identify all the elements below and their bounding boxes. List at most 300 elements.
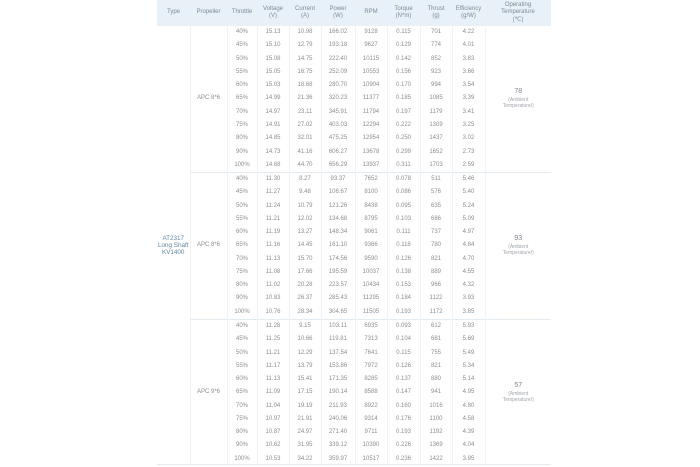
- efficiency-cell: 5.34: [452, 360, 485, 373]
- rpm-cell: 9314: [355, 413, 387, 426]
- rpm-cell: 8795: [355, 213, 387, 226]
- current-cell: 12.02: [289, 213, 321, 226]
- rpm-cell: 12294: [355, 119, 387, 132]
- header-type: [157, 0, 190, 26]
- table-row: [157, 26, 551, 39]
- propeller-cell: APC 8*6: [190, 172, 227, 319]
- voltage-cell: 10.97: [257, 413, 289, 426]
- power-cell: 304.65: [321, 306, 355, 320]
- throttle-cell: 90%: [227, 292, 257, 305]
- voltage-cell: 15.05: [257, 66, 289, 79]
- current-cell: 31.95: [289, 439, 321, 452]
- motor-test-data-table: [157, 0, 551, 466]
- torque-cell: 0.142: [387, 53, 420, 66]
- table-row: [157, 319, 551, 333]
- throttle-cell: 60%: [227, 373, 257, 386]
- thrust-cell: 1085: [420, 92, 452, 105]
- current-cell: 14.45: [289, 239, 321, 252]
- efficiency-cell: 4.84: [452, 239, 485, 252]
- torque-cell: 0.086: [387, 186, 420, 199]
- header-temperature: [485, 0, 551, 26]
- current-cell: 13.27: [289, 226, 321, 239]
- rpm-cell: 10517: [355, 453, 387, 466]
- temperature-cell: [485, 319, 551, 465]
- torque-cell: 0.093: [387, 319, 420, 333]
- table-bottom-border: [157, 464, 551, 465]
- rpm-cell: 8100: [355, 186, 387, 199]
- power-cell: 285.43: [321, 292, 355, 305]
- thrust-cell: 923: [420, 66, 452, 79]
- power-cell: 359.97: [321, 453, 355, 466]
- current-cell: 26.37: [289, 292, 321, 305]
- power-cell: 475.25: [321, 132, 355, 145]
- power-cell: 134.68: [321, 213, 355, 226]
- current-cell: 32.01: [289, 132, 321, 145]
- torque-cell: 0.126: [387, 253, 420, 266]
- thrust-cell: 686: [420, 213, 452, 226]
- header-propeller-label: Propeller: [196, 9, 221, 16]
- rpm-cell: 7652: [355, 172, 387, 186]
- thrust-cell: 1437: [420, 132, 452, 145]
- temperature-note: (Ambient: [508, 97, 529, 104]
- header-rpm-label: RPM: [364, 9, 378, 16]
- efficiency-cell: 4.22: [452, 26, 485, 39]
- efficiency-cell: 4.58: [452, 413, 485, 426]
- voltage-cell: 14.68: [257, 159, 289, 173]
- torque-cell: 0.156: [387, 66, 420, 79]
- header-power: [321, 0, 355, 26]
- voltage-cell: 11.19: [257, 226, 289, 239]
- thrust-cell: 1192: [420, 426, 452, 439]
- voltage-cell: 11.25: [257, 333, 289, 346]
- torque-cell: 0.126: [387, 360, 420, 373]
- efficiency-cell: 3.93: [452, 292, 485, 305]
- throttle-cell: 55%: [227, 360, 257, 373]
- torque-cell: 0.160: [387, 399, 420, 412]
- current-cell: 19.19: [289, 399, 321, 412]
- current-cell: 8.27: [289, 172, 321, 186]
- throttle-cell: 65%: [227, 386, 257, 399]
- thrust-cell: 1122: [420, 292, 452, 305]
- header-thrust-label: Thrust: [427, 5, 445, 12]
- throttle-cell: 100%: [227, 159, 257, 173]
- torque-cell: 0.147: [387, 386, 420, 399]
- rpm-cell: 8285: [355, 373, 387, 386]
- power-cell: 280.70: [321, 79, 355, 92]
- thrust-cell: 1652: [420, 145, 452, 158]
- torque-cell: 0.115: [387, 26, 420, 39]
- torque-cell: 0.193: [387, 306, 420, 320]
- current-cell: 10.98: [289, 26, 321, 39]
- efficiency-cell: 4.01: [452, 39, 485, 52]
- rpm-cell: 9128: [355, 26, 387, 39]
- throttle-cell: 40%: [227, 319, 257, 333]
- power-cell: 271.40: [321, 426, 355, 439]
- power-cell: 606.27: [321, 145, 355, 158]
- torque-cell: 0.185: [387, 92, 420, 105]
- voltage-cell: 14.73: [257, 145, 289, 158]
- temperature-note: (Ambient: [508, 244, 529, 251]
- efficiency-cell: 5.14: [452, 373, 485, 386]
- torque-cell: 0.311: [387, 159, 420, 173]
- motor-type-cell: [157, 26, 190, 466]
- power-cell: 320.23: [321, 92, 355, 105]
- rpm-cell: 9590: [355, 253, 387, 266]
- voltage-cell: 14.99: [257, 92, 289, 105]
- rpm-cell: 7313: [355, 333, 387, 346]
- temperature-note: Temperature/): [502, 397, 534, 404]
- voltage-cell: 11.04: [257, 399, 289, 412]
- current-cell: 34.22: [289, 453, 321, 466]
- rpm-cell: 10553: [355, 66, 387, 79]
- rpm-cell: 11377: [355, 92, 387, 105]
- current-cell: 44.70: [289, 159, 321, 173]
- temperature-note: Temperature/): [502, 103, 534, 110]
- thrust-cell: 1422: [420, 453, 452, 466]
- thrust-cell: 755: [420, 346, 452, 359]
- throttle-cell: 45%: [227, 333, 257, 346]
- thrust-cell: 1016: [420, 399, 452, 412]
- header-propeller: [190, 0, 227, 26]
- rpm-cell: 6935: [355, 319, 387, 333]
- current-cell: 28.34: [289, 306, 321, 320]
- temperature-cell: [485, 26, 551, 172]
- current-cell: 10.79: [289, 199, 321, 212]
- voltage-cell: 14.85: [257, 132, 289, 145]
- thrust-cell: 1703: [420, 159, 452, 173]
- header-power-unit: (W): [333, 13, 343, 19]
- header-torque: [387, 0, 420, 26]
- efficiency-cell: 3.25: [452, 119, 485, 132]
- current-cell: 18.68: [289, 79, 321, 92]
- header-current-unit: (A): [301, 13, 309, 19]
- current-cell: 21.91: [289, 413, 321, 426]
- torque-cell: 0.226: [387, 439, 420, 452]
- torque-cell: 0.176: [387, 413, 420, 426]
- power-cell: 171.35: [321, 373, 355, 386]
- torque-cell: 0.104: [387, 333, 420, 346]
- power-cell: 148.34: [321, 226, 355, 239]
- voltage-cell: 11.13: [257, 373, 289, 386]
- rpm-cell: 9061: [355, 226, 387, 239]
- power-cell: 656.29: [321, 159, 355, 173]
- rpm-cell: 13678: [355, 145, 387, 158]
- voltage-cell: 15.10: [257, 39, 289, 52]
- current-cell: 27.02: [289, 119, 321, 132]
- thrust-cell: 511: [420, 172, 452, 186]
- torque-cell: 0.236: [387, 453, 420, 466]
- thrust-cell: 576: [420, 186, 452, 199]
- header-efficiency-unit: (g/W): [461, 13, 476, 19]
- rpm-cell: 11505: [355, 306, 387, 320]
- voltage-cell: 11.13: [257, 253, 289, 266]
- throttle-cell: 100%: [227, 306, 257, 320]
- rpm-cell: 10390: [355, 439, 387, 452]
- throttle-cell: 70%: [227, 399, 257, 412]
- throttle-cell: 70%: [227, 106, 257, 119]
- throttle-cell: 55%: [227, 213, 257, 226]
- throttle-cell: 80%: [227, 279, 257, 292]
- throttle-cell: 90%: [227, 439, 257, 452]
- thrust-cell: 941: [420, 386, 452, 399]
- torque-cell: 0.078: [387, 172, 420, 186]
- thrust-cell: 1100: [420, 413, 452, 426]
- torque-cell: 0.170: [387, 79, 420, 92]
- header-temperature-label: Operating: [504, 1, 532, 8]
- efficiency-cell: 5.09: [452, 213, 485, 226]
- temperature-value: 93: [514, 235, 523, 243]
- header-throttle: [227, 0, 257, 26]
- torque-cell: 0.137: [387, 373, 420, 386]
- voltage-cell: 11.09: [257, 386, 289, 399]
- rpm-cell: 7972: [355, 360, 387, 373]
- power-cell: 166.02: [321, 26, 355, 39]
- temperature-note: (Ambient: [508, 391, 529, 398]
- efficiency-cell: 3.66: [452, 66, 485, 79]
- rpm-cell: 7641: [355, 346, 387, 359]
- voltage-cell: 11.30: [257, 172, 289, 186]
- header-voltage-unit: (V): [269, 13, 277, 19]
- current-cell: 17.15: [289, 386, 321, 399]
- header-voltage-label: Voltage: [262, 5, 284, 12]
- motor-type-line: KV1400: [162, 249, 185, 257]
- rpm-cell: 10037: [355, 266, 387, 279]
- temperature-value: 57: [514, 382, 523, 390]
- voltage-cell: 14.91: [257, 119, 289, 132]
- efficiency-cell: 5.69: [452, 333, 485, 346]
- efficiency-cell: 4.04: [452, 439, 485, 452]
- efficiency-cell: 4.97: [452, 226, 485, 239]
- header-rpm: [355, 0, 387, 26]
- power-cell: 403.03: [321, 119, 355, 132]
- current-cell: 12.79: [289, 39, 321, 52]
- efficiency-cell: 3.54: [452, 79, 485, 92]
- thrust-cell: 701: [420, 26, 452, 39]
- torque-cell: 0.118: [387, 239, 420, 252]
- throttle-cell: 50%: [227, 199, 257, 212]
- power-cell: 195.59: [321, 266, 355, 279]
- rpm-cell: 12954: [355, 132, 387, 145]
- motor-type-line: AT2317: [162, 235, 185, 243]
- power-cell: 339.12: [321, 439, 355, 452]
- current-cell: 17.66: [289, 266, 321, 279]
- voltage-cell: 10.83: [257, 292, 289, 305]
- efficiency-cell: 5.46: [452, 172, 485, 186]
- current-cell: 9.48: [289, 186, 321, 199]
- torque-cell: 0.250: [387, 132, 420, 145]
- thrust-cell: 994: [420, 79, 452, 92]
- throttle-cell: 80%: [227, 426, 257, 439]
- torque-cell: 0.222: [387, 119, 420, 132]
- throttle-cell: 50%: [227, 53, 257, 66]
- motor-type-line: Long Shaft: [158, 242, 189, 250]
- torque-cell: 0.197: [387, 106, 420, 119]
- power-cell: 121.26: [321, 199, 355, 212]
- torque-cell: 0.193: [387, 426, 420, 439]
- table-header-row: [157, 0, 551, 26]
- throttle-cell: 70%: [227, 253, 257, 266]
- torque-cell: 0.129: [387, 39, 420, 52]
- power-cell: 240.06: [321, 413, 355, 426]
- propeller-cell: APC 9*6: [190, 319, 227, 465]
- current-cell: 14.75: [289, 53, 321, 66]
- current-cell: 24.97: [289, 426, 321, 439]
- power-cell: 93.37: [321, 172, 355, 186]
- voltage-cell: 11.24: [257, 199, 289, 212]
- thrust-cell: 880: [420, 373, 452, 386]
- throttle-cell: 65%: [227, 92, 257, 105]
- power-cell: 153.86: [321, 360, 355, 373]
- efficiency-cell: 4.39: [452, 426, 485, 439]
- torque-cell: 0.299: [387, 145, 420, 158]
- current-cell: 12.29: [289, 346, 321, 359]
- rpm-cell: 8588: [355, 386, 387, 399]
- header-temperature-unit: (℃): [512, 16, 524, 23]
- voltage-cell: 10.87: [257, 426, 289, 439]
- rpm-cell: 9711: [355, 426, 387, 439]
- thrust-cell: 635: [420, 199, 452, 212]
- efficiency-cell: 2.59: [452, 159, 485, 173]
- current-cell: 15.70: [289, 253, 321, 266]
- voltage-cell: 15.08: [257, 53, 289, 66]
- torque-cell: 0.153: [387, 279, 420, 292]
- header-throttle-label: Throttle: [231, 9, 253, 16]
- header-temperature-label-2: Temperature: [501, 9, 535, 16]
- throttle-cell: 90%: [227, 145, 257, 158]
- thrust-cell: 966: [420, 279, 452, 292]
- rpm-cell: 10904: [355, 79, 387, 92]
- throttle-cell: 80%: [227, 132, 257, 145]
- thrust-cell: 1179: [420, 106, 452, 119]
- torque-cell: 0.115: [387, 346, 420, 359]
- voltage-cell: 10.62: [257, 439, 289, 452]
- efficiency-cell: 4.32: [452, 279, 485, 292]
- efficiency-cell: 2.73: [452, 145, 485, 158]
- header-thrust-unit: (g): [432, 13, 440, 19]
- efficiency-cell: 3.39: [452, 92, 485, 105]
- voltage-cell: 11.16: [257, 239, 289, 252]
- temperature-cell: [485, 172, 551, 319]
- efficiency-cell: 3.41: [452, 106, 485, 119]
- efficiency-cell: 5.93: [452, 319, 485, 333]
- throttle-cell: 75%: [227, 119, 257, 132]
- efficiency-cell: 4.55: [452, 266, 485, 279]
- power-cell: 252.09: [321, 66, 355, 79]
- thrust-cell: 821: [420, 360, 452, 373]
- header-torque-label: Torque: [394, 5, 413, 12]
- rpm-cell: 10434: [355, 279, 387, 292]
- efficiency-cell: 5.24: [452, 199, 485, 212]
- power-cell: 137.54: [321, 346, 355, 359]
- thrust-cell: 1309: [420, 119, 452, 132]
- power-cell: 161.10: [321, 239, 355, 252]
- rpm-cell: 9627: [355, 39, 387, 52]
- current-cell: 15.41: [289, 373, 321, 386]
- current-cell: 41.16: [289, 145, 321, 158]
- table-row: [157, 172, 551, 186]
- voltage-cell: 11.28: [257, 319, 289, 333]
- throttle-cell: 100%: [227, 453, 257, 466]
- thrust-cell: 737: [420, 226, 452, 239]
- efficiency-cell: 4.70: [452, 253, 485, 266]
- voltage-cell: 10.53: [257, 453, 289, 466]
- temperature-value: 78: [514, 88, 523, 96]
- header-voltage: [257, 0, 289, 26]
- voltage-cell: 11.08: [257, 266, 289, 279]
- throttle-cell: 55%: [227, 66, 257, 79]
- header-type-label: Type: [166, 9, 180, 16]
- voltage-cell: 11.02: [257, 279, 289, 292]
- current-cell: 21.36: [289, 92, 321, 105]
- power-cell: 193.18: [321, 39, 355, 52]
- thrust-cell: 780: [420, 239, 452, 252]
- header-current-label: Current: [294, 5, 315, 12]
- power-cell: 106.67: [321, 186, 355, 199]
- efficiency-cell: 3.83: [452, 53, 485, 66]
- power-cell: 103.11: [321, 319, 355, 333]
- thrust-cell: 1172: [420, 306, 452, 320]
- throttle-cell: 50%: [227, 346, 257, 359]
- torque-cell: 0.111: [387, 226, 420, 239]
- voltage-cell: 11.21: [257, 346, 289, 359]
- voltage-cell: 15.13: [257, 26, 289, 39]
- header-efficiency-label: Efficiency: [455, 5, 482, 12]
- thrust-cell: 612: [420, 319, 452, 333]
- voltage-cell: 11.17: [257, 360, 289, 373]
- voltage-cell: 15.03: [257, 79, 289, 92]
- power-cell: 211.93: [321, 399, 355, 412]
- thrust-cell: 681: [420, 333, 452, 346]
- current-cell: 9.15: [289, 319, 321, 333]
- efficiency-cell: 3.85: [452, 306, 485, 320]
- rpm-cell: 9366: [355, 239, 387, 252]
- throttle-cell: 40%: [227, 172, 257, 186]
- header-current: [289, 0, 321, 26]
- temperature-note: Temperature/): [502, 250, 534, 257]
- throttle-cell: 60%: [227, 226, 257, 239]
- rpm-cell: 8438: [355, 199, 387, 212]
- throttle-cell: 75%: [227, 413, 257, 426]
- efficiency-cell: 4.80: [452, 399, 485, 412]
- throttle-cell: 40%: [227, 26, 257, 39]
- header-thrust: [420, 0, 452, 26]
- efficiency-cell: 4.95: [452, 386, 485, 399]
- current-cell: 13.79: [289, 360, 321, 373]
- efficiency-cell: 5.49: [452, 346, 485, 359]
- thrust-cell: 774: [420, 39, 452, 52]
- torque-cell: 0.184: [387, 292, 420, 305]
- thrust-cell: 821: [420, 253, 452, 266]
- power-cell: 222.40: [321, 53, 355, 66]
- rpm-cell: 11295: [355, 292, 387, 305]
- header-efficiency: [452, 0, 485, 26]
- rpm-cell: 13937: [355, 159, 387, 173]
- current-cell: 20.28: [289, 279, 321, 292]
- power-cell: 119.81: [321, 333, 355, 346]
- table-body: [157, 26, 551, 466]
- rpm-cell: 8922: [355, 399, 387, 412]
- rpm-cell: 11794: [355, 106, 387, 119]
- header-power-label: Power: [329, 5, 347, 12]
- throttle-cell: 75%: [227, 266, 257, 279]
- rpm-cell: 10115: [355, 53, 387, 66]
- torque-cell: 0.103: [387, 213, 420, 226]
- power-cell: 223.57: [321, 279, 355, 292]
- propeller-cell: APC 8*6: [190, 26, 227, 172]
- current-cell: 16.75: [289, 66, 321, 79]
- power-cell: 174.56: [321, 253, 355, 266]
- efficiency-cell: 3.02: [452, 132, 485, 145]
